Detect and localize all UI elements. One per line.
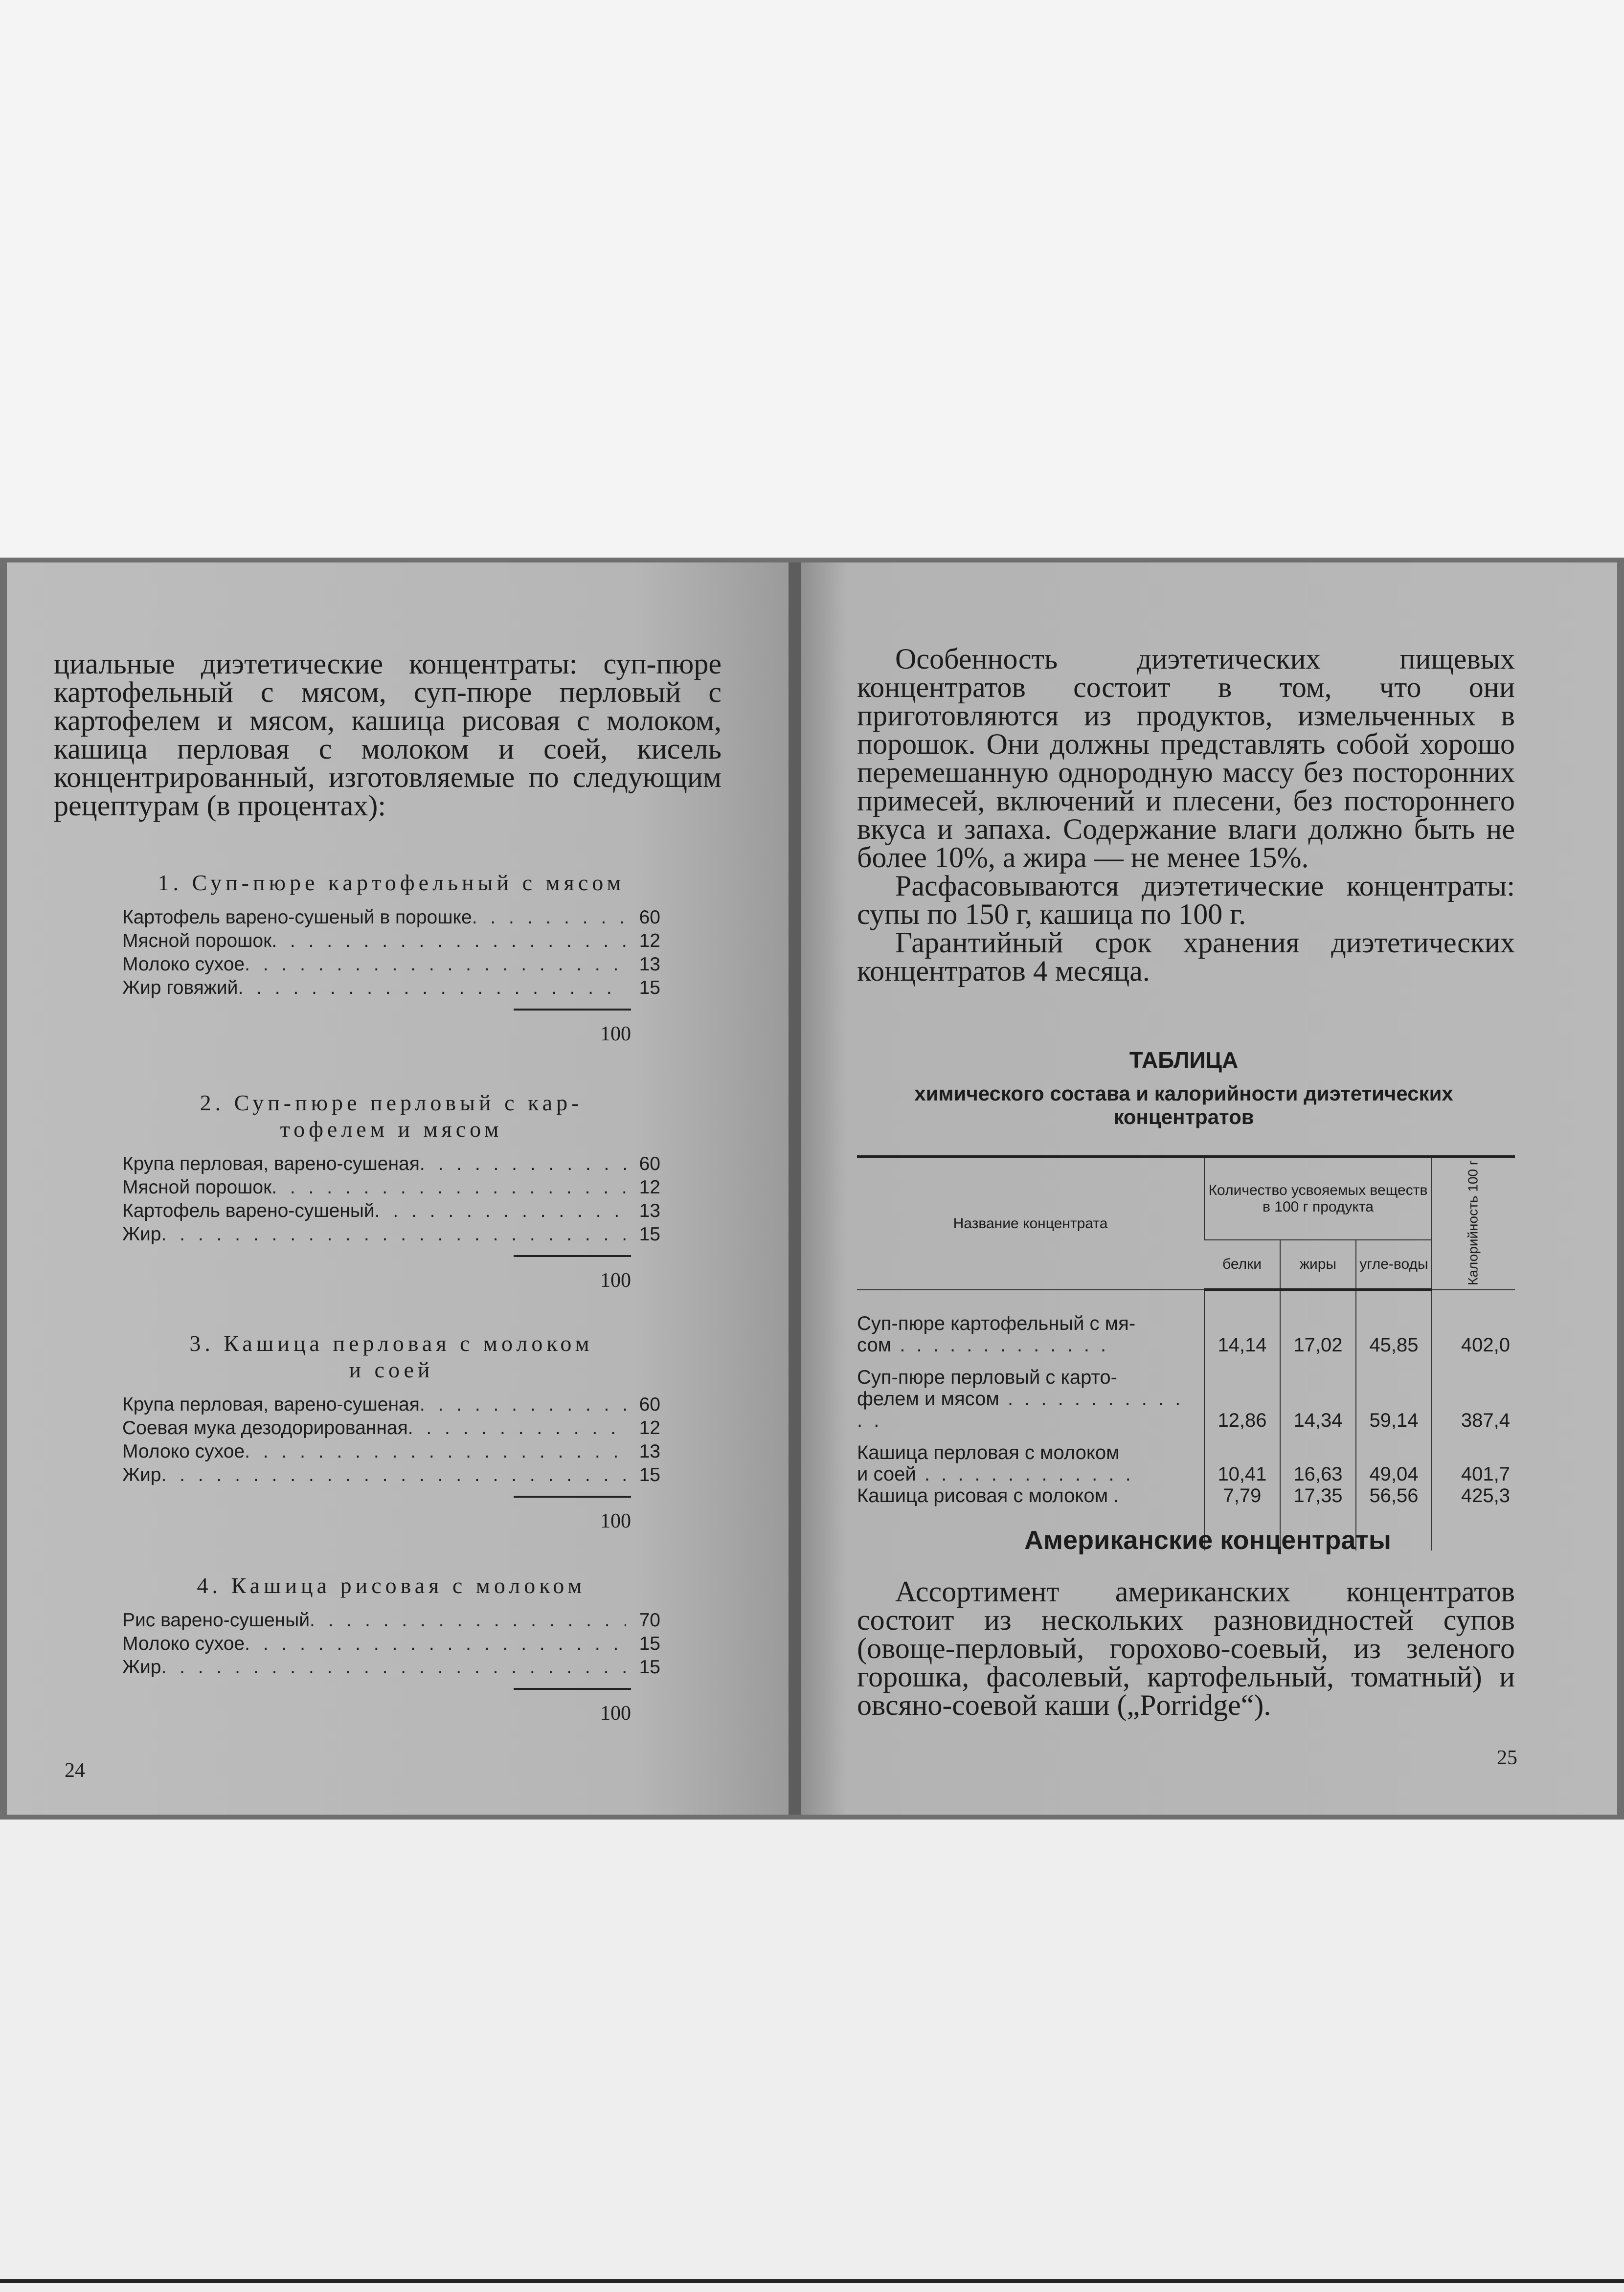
ingredient-value: 13 — [639, 954, 660, 975]
cell-calories: 425,3 — [1432, 1485, 1515, 1550]
paragraph: Расфасовываются диэтетические концентраты: супы по 150 г, кашица по 100 г. — [857, 870, 1515, 930]
table-row — [857, 1290, 1515, 1356]
ingredient-value: 13 — [639, 1441, 660, 1462]
ingredient-name: Картофель варено-сушеный в порошке — [122, 907, 472, 928]
ingredient-name: Жир — [122, 1224, 161, 1245]
ingredient-name: Жир говяжий — [122, 977, 238, 998]
cell-fat: 14,34 — [1280, 1356, 1356, 1431]
cell-protein: 14,14 — [1204, 1290, 1280, 1356]
ingredient-value: 60 — [639, 1394, 660, 1415]
cell-fat: 17,02 — [1280, 1290, 1356, 1356]
ingredient-value: 12 — [639, 1177, 660, 1198]
recipe-1 — [122, 870, 660, 1048]
recipe-total: 100 — [600, 1702, 631, 1725]
ingredient-value: 15 — [639, 1657, 660, 1678]
sum-rule — [514, 1255, 631, 1257]
recipe-row — [122, 1393, 660, 1416]
scan-background-bottom — [0, 1820, 1624, 2292]
col-header-carbs: угле-воды — [1356, 1240, 1432, 1289]
recipe-4 — [122, 1573, 660, 1727]
recipe-title: 1. Суп-пюре картофельный с мясом — [158, 870, 625, 895]
recipe-row — [122, 1463, 660, 1487]
row-name: Суп-пюре картофельный с мя- сом . . . — [857, 1290, 1204, 1356]
cell-calories: 402,0 — [1432, 1290, 1515, 1356]
recipe-row — [122, 1440, 660, 1463]
scan-edge — [0, 2279, 1624, 2283]
ingredient-name: Соевая мука дезодорированная — [122, 1417, 408, 1438]
recipe-2 — [122, 1090, 660, 1294]
cell-protein: 10,41 — [1204, 1431, 1280, 1485]
recipe-row — [122, 929, 660, 953]
col-header-name: Название концентрата — [857, 1157, 1204, 1290]
ingredient-name: Крупа перловая, варено-сушеная — [122, 1394, 420, 1415]
page-number-left: 24 — [65, 1759, 85, 1782]
cell-carb: 49,04 — [1356, 1431, 1432, 1485]
table-title: ТАБЛИЦА — [1129, 1047, 1239, 1073]
recipe-3 — [122, 1330, 660, 1535]
recipe-row — [122, 1656, 660, 1679]
left-intro-text — [54, 650, 722, 820]
cell-protein: 12,86 — [1204, 1356, 1280, 1431]
col-header-fat: жиры — [1280, 1240, 1356, 1289]
chemical-composition-table — [857, 1155, 1515, 1550]
recipe-total: 100 — [600, 1023, 631, 1045]
ingredient-name: Картофель варено-сушеный — [122, 1200, 375, 1221]
table-row — [857, 1431, 1515, 1485]
sum-rule — [514, 1688, 631, 1690]
section-title: Американские концентраты — [1024, 1526, 1391, 1555]
recipe-title: 3. Кашица перловая с молоком и соей — [189, 1331, 593, 1382]
paragraph: Гарантийный срок хранения диэтетических концентратов 4 месяца. — [857, 926, 1515, 987]
cell-carb: 56,56 — [1356, 1485, 1432, 1550]
ingredient-value: 12 — [639, 1417, 660, 1438]
intro-paragraph: циальные диэтетические концентраты: суп-пюре картофельный с мясом, суп-пюре перловый с картофелем и мясом, кашица рисовая с молоком, кашица перловая с молоком и соей, кисель концентрированный, изготовляемые по следующим рецептурам (в процентах): — [54, 648, 722, 822]
recipe-row — [122, 1632, 660, 1656]
american-section-text — [857, 1577, 1515, 1719]
recipe-title: 2. Суп-пюре перловый с кар- тофелем и мясом — [200, 1090, 583, 1142]
cell-fat: 16,63 — [1280, 1431, 1356, 1485]
ingredient-value: 15 — [639, 1464, 660, 1485]
recipe-row — [122, 1152, 660, 1176]
right-intro-text — [857, 645, 1515, 985]
col-header-calories: Калорийность 100 г — [1432, 1157, 1515, 1290]
table-row — [857, 1356, 1515, 1431]
recipe-title: 4. Кашица рисовая с молоком — [197, 1573, 586, 1598]
sum-rule — [514, 1496, 631, 1498]
recipe-total: 100 — [600, 1269, 631, 1292]
recipe-row — [122, 1416, 660, 1440]
recipe-row — [122, 1176, 660, 1199]
recipe-row — [122, 1199, 660, 1223]
recipe-total: 100 — [600, 1510, 631, 1532]
cell-protein: 7,79 — [1204, 1485, 1280, 1550]
ingredient-name: Мясной порошок — [122, 1177, 272, 1198]
scan-background-top — [0, 0, 1624, 560]
ingredient-name: Крупа перловая, варено-сушеная — [122, 1153, 420, 1174]
paragraph: Особенность диэтетических пищевых концентратов состоит в том, что они приготовляются из продуктов, измельченных в порошок. Они должны представлять собой хорошо перемешанную однородную массу без посторонних примесей, включений и плесени, без постороннего вкуса и запаха. Содержание влаги должно быть не более 10%, а жира — не менее 15%. — [857, 643, 1515, 874]
ingredient-value: 70 — [639, 1610, 660, 1631]
ingredient-name: Молоко сухое — [122, 954, 245, 975]
ingredient-name: Молоко сухое — [122, 1441, 245, 1462]
ingredient-value: 15 — [639, 977, 660, 998]
ingredient-name: Жир — [122, 1657, 161, 1678]
ingredient-value: 12 — [639, 930, 660, 951]
ingredient-value: 13 — [639, 1200, 660, 1221]
ingredient-name: Мясной порошок — [122, 930, 272, 951]
table-subtitle: химического состава и калорийности диэтетических концентратов — [914, 1082, 1453, 1128]
ingredient-value: 15 — [639, 1633, 660, 1654]
cell-carb: 59,14 — [1356, 1356, 1432, 1431]
paragraph: Ассортимент американских концентратов состоит из нескольких разновидностей супов (овоще-перловый, горохово-соевый, из зеленого горошка, фасолевый, картофельный, томатный) и овсяно-соевой каши („Porridge“). — [857, 1575, 1515, 1721]
row-name: Суп-пюре перловый с карто- фелем и мясом . . . — [857, 1356, 1204, 1431]
recipe-row — [122, 1609, 660, 1632]
ingredient-value: 60 — [639, 1153, 660, 1174]
cell-carb: 45,85 — [1356, 1290, 1432, 1356]
cell-calories: 387,4 — [1432, 1356, 1515, 1431]
recipe-row — [122, 1223, 660, 1246]
recipe-row — [122, 953, 660, 976]
ingredient-value: 15 — [639, 1224, 660, 1245]
sum-rule — [514, 1009, 631, 1011]
col-header-protein: белки — [1204, 1240, 1280, 1289]
ingredient-name: Рис варено-сушеный — [122, 1610, 310, 1631]
row-name: Кашица рисовая с молоком . — [857, 1484, 1119, 1506]
cell-calories: 401,7 — [1432, 1431, 1515, 1485]
ingredient-value: 60 — [639, 907, 660, 928]
col-header-group: Количество усвояемых веществ в 100 г продукта — [1204, 1157, 1432, 1240]
row-name: Кашица перловая с молоком и соей . . . — [857, 1431, 1204, 1485]
page-number-right: 25 — [1497, 1747, 1517, 1769]
recipe-row — [122, 906, 660, 929]
ingredient-name: Жир — [122, 1464, 161, 1485]
recipe-row — [122, 976, 660, 1000]
cell-fat: 17,35 — [1280, 1485, 1356, 1550]
book-gutter — [789, 562, 801, 1815]
ingredient-name: Молоко сухое — [122, 1633, 245, 1654]
